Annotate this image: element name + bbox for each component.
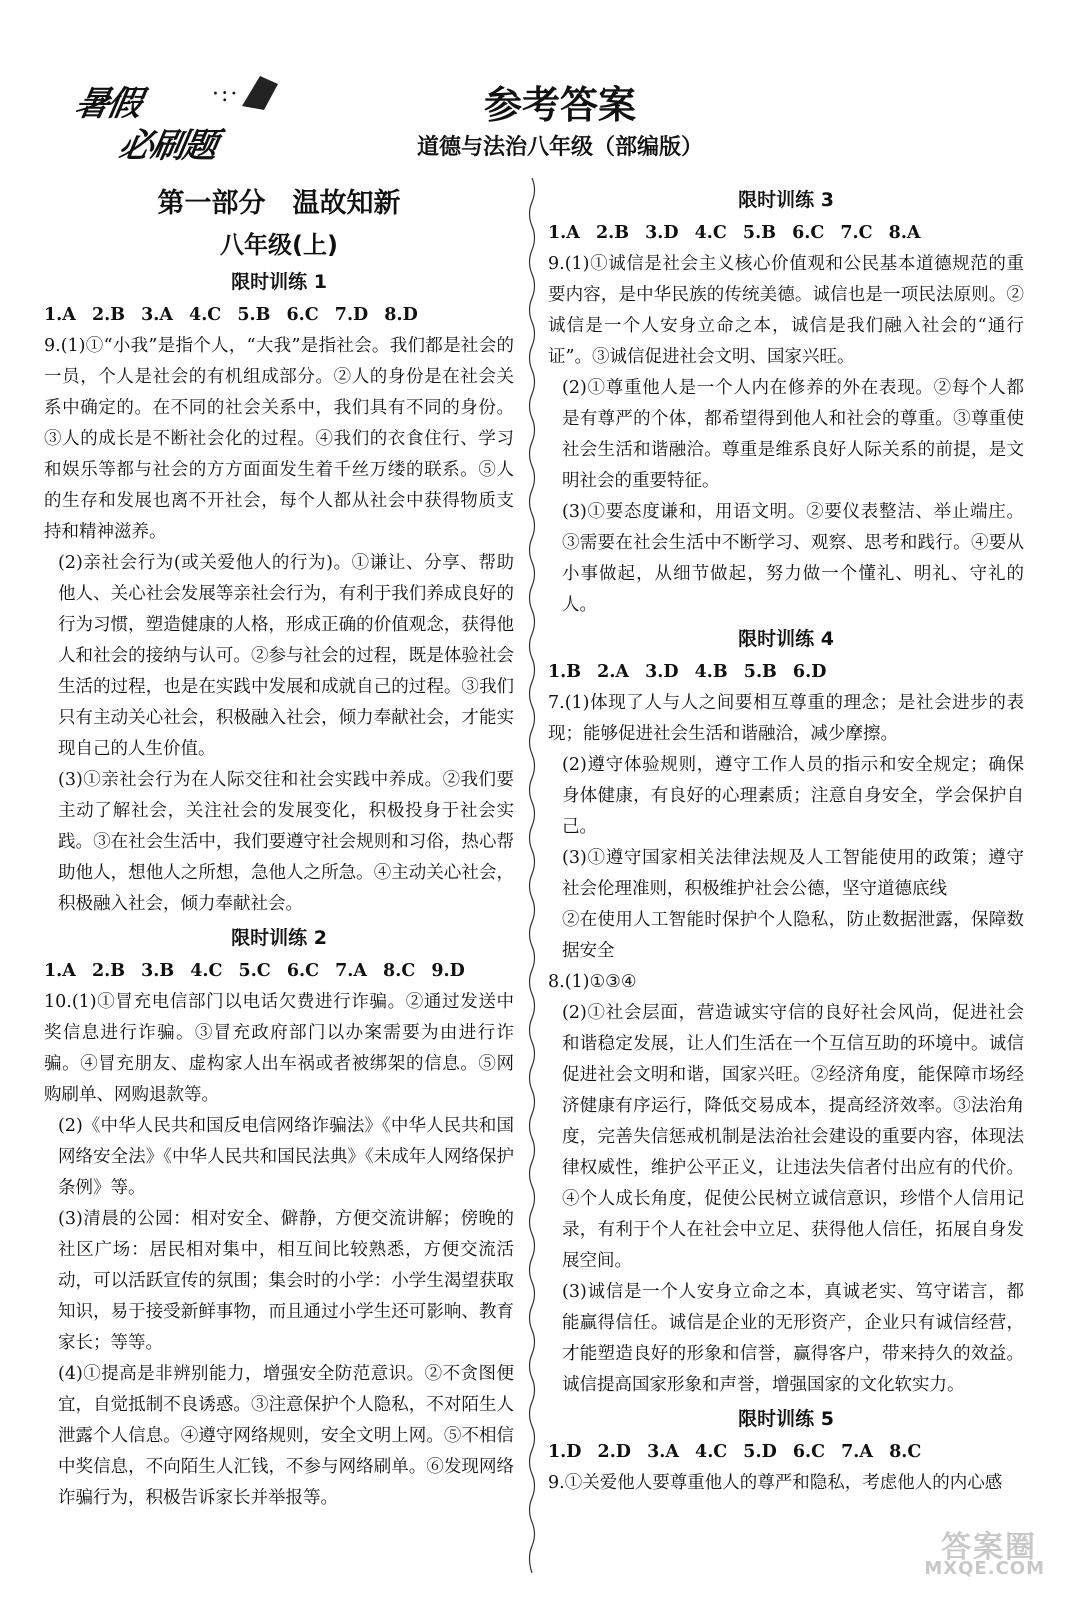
mc-answers-4: 1.B 2.A 3.D 4.B 5.B 6.D [548,662,827,682]
logo-flame-icon [240,72,280,112]
right-column [548,182,1024,1499]
answer-paragraph: (2)①尊重他人是一个人内在修养的外在表现。②每个人都是有尊严的个体，都希望得到他人和社会的尊重。③尊重使社会生活和谐融洽。尊重是维系良好人际关系的前提，是文明社会的重要特征。 [562,378,1024,491]
page-subtitle: 道德与法治八年级（部编版） [416,135,703,160]
answer-paragraph: (3)清晨的公园：相对安全、僻静，方便交流讲解；傍晚的社区广场：居民相对集中，相互间比较熟悉，方便交流活动，可以活跃宣传的氛围；集会时的小学：小学生渴望获取知识，易于接受新鲜事物，而且通过小学生还可影响、教育家长；等等。 [58,1209,514,1353]
mc-answers-3: 1.A 2.B 3.D 4.C 5.B 6.C 7.C 8.A [548,223,921,243]
answer-paragraph: 10.(1)①冒充电信部门以电话欠费进行诈骗。②通过发送中奖信息进行诈骗。③冒充政府部门以办案需要为由进行诈骗。④冒充朋友、虚构家人出车祸或者被绑架的信息。⑤网购刷单、网购退款等。 [44,992,514,1105]
left-column [44,182,514,1514]
answer-paragraph: 8.(1)①③④ [548,972,637,992]
logo-dots: ·:· [212,82,240,107]
book-logo [71,72,272,166]
answer-paragraph: (3)①要态度谦和，用语文明。②要仪表整洁、举止端庄。③需要在社会生活中不断学习、观察、思考和践行。④要从小事做起，从细节做起，努力做一个懂礼、明礼、守礼的人。 [562,502,1024,615]
mc-answers-1: 1.A 2.B 3.A 4.C 5.B 6.C 7.D 8.D [44,305,418,325]
answer-paragraph: (3)诚信是一个人安身立命之本，真诚老实、笃守诺言，都能赢得信任。诚信是企业的无形资产，企业只有诚信经营，才能塑造良好的形象和信誉，赢得客户，带来持久的效益。诚信提高国家形象和声誉，增强国家的文化软实力。 [562,1282,1024,1395]
answer-paragraph: (2)遵守体验规则，遵守工作人员的指示和安全规定；确保身体健康，有良好的心理素质；注意自身安全，学会保护自己。 [562,755,1024,837]
logo-line2: 必刷题 [115,126,219,166]
answer-paragraph: (2)《中华人民共和国反电信网络诈骗法》《中华人民共和国网络安全法》《中华人民共和国民法典》《未成年人网络保护条例》等。 [58,1116,514,1198]
grade-title: 八年级(上) [220,231,338,259]
answer-paragraph: 9.(1)①诚信是社会主义核心价值观和公民基本道德规范的重要内容，是中华民族的传统美德。诚信也是一项民法原则。②诚信是一个人安身立命之本，诚信是我们融入社会的“通行证”。③诚信促进社会文明、国家兴旺。 [548,254,1024,367]
section-title-2: 限时训练 2 [231,927,327,949]
answer-paragraph: 7.(1)体现了人与人之间要相互尊重的理念；是社会进步的表现；能够促进社会生活和谐融洽，减少摩擦。 [548,693,1024,744]
answer-paragraph: 9.(1)①“小我”是指个人，“大我”是指社会。我们都是社会的一员，个人是社会的有机组成部分。②人的身份是在社会关系中确定的。在不同的社会关系中，我们具有不同的身份。③人的成长是不断社会化的过程。④我们的衣食住行、学习和娱乐等都与社会的方方面面发生着千丝万缕的联系。⑤人的生存和发展也离不开社会，每个人都从社会中获得物质支持和精神滋养。 [44,336,514,542]
part-title: 第一部分 温故知新 [157,188,401,219]
answer-paragraph: (2)亲社会行为(或关爱他人的行为)。①谦让、分享、帮助他人、关心社会发展等亲社会行为，有利于我们养成良好的行为习惯，塑造健康的人格，形成正确的价值观念，获得他人和社会的接纳与认可。②参与社会的过程，既是体验社会生活的过程，也是在实践中发展和成就自己的过程。③我们只有主动关心社会，积极融入社会，倾力奉献社会，才能实现自己的人生价值。 [58,553,514,759]
section-title-4: 限时训练 4 [738,628,834,650]
answer-paragraph: (3)①遵守国家相关法律法规及人工智能使用的政策；遵守社会伦理准则，积极维护社会公德，坚守道德底线 [562,848,1024,899]
column-divider [526,178,538,1573]
answer-paragraph: ②在使用人工智能时保护个人隐私，防止数据泄露，保障数据安全 [562,910,1024,961]
logo-line1: 暑假 [71,84,143,124]
watermark-line1: 答案圈 [941,1530,1037,1565]
watermark-line2: MXQE.COM [924,1558,1045,1579]
section-title-1: 限时训练 1 [231,271,327,293]
section-title-3: 限时训练 3 [738,189,834,211]
answer-paragraph: 9.①关爱他人要尊重他人的尊严和隐私，考虑他人的内心感 [548,1473,1003,1493]
answer-paragraph: (3)①亲社会行为在人际交往和社会实践中养成。②我们要主动了解社会，关注社会的发展变化，积极投身于社会实践。③在社会生活中，我们要遵守社会规则和习俗，热心帮助他人，想他人之所想，急他人之所急。④主动关心社会，积极融入社会，倾力奉献社会。 [58,770,514,914]
page-title: 参考答案 [483,83,636,127]
watermark [865,1522,1045,1582]
answer-paragraph: (2)①社会层面，营造诚实守信的良好社会风尚，促进社会和谐稳定发展，让人们生活在一个互信互助的环境中。诚信促进社会文明和谐，国家兴旺。②经济角度，能保障市场经济健康有序运行，降低交易成本，提高经济效率。③法治角度，完善失信惩戒机制是法治社会建设的重要内容，体现法律权威性，维护公平正义，让违法失信者付出应有的代价。④个人成长角度，促使公民树立诚信意识，珍惜个人信用记录，有利于个人在社会中立足、获得他人信任，拓展自身发展空间。 [562,1003,1024,1271]
mc-answers-5: 1.D 2.D 3.A 4.C 5.D 6.C 7.A 8.C [548,1442,922,1462]
mc-answers-2: 1.A 2.B 3.B 4.C 5.C 6.C 7.A 8.C 9.D [44,961,465,981]
answer-paragraph: (4)①提高是非辨别能力，增强安全防范意识。②不贪图便宜，自觉抵制不良诱惑。③注意保护个人隐私，不对陌生人泄露个人信息。④遵守网络规则，安全文明上网。⑤不相信中奖信息，不向陌生人汇钱，不参与网络刷单。⑥发现网络诈骗行为，积极告诉家长并举报等。 [58,1364,514,1508]
section-title-5: 限时训练 5 [738,1408,834,1430]
